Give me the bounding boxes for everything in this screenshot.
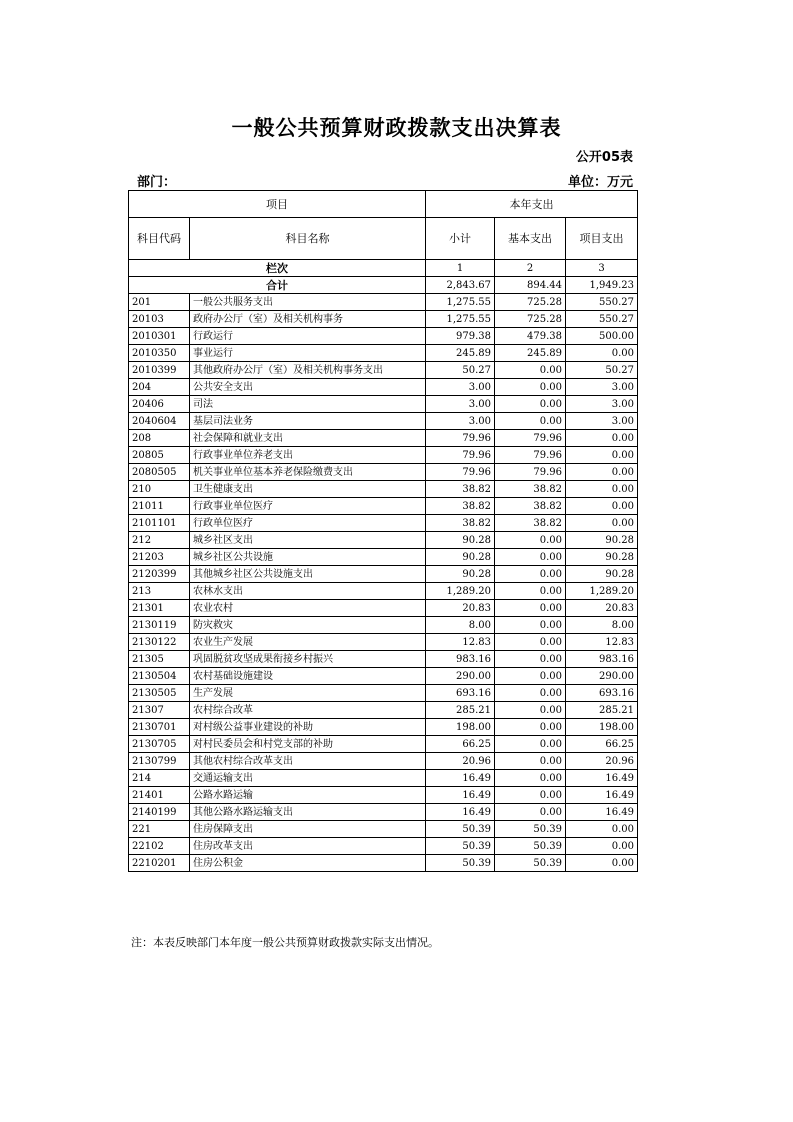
- cell-basic: 0.00: [495, 668, 566, 685]
- cell-name: 一般公共服务支出: [190, 294, 426, 311]
- cell-basic: 0.00: [495, 770, 566, 787]
- table-row: [129, 447, 638, 464]
- header-name: 科目名称: [190, 218, 426, 260]
- cell-subtotal: 1,275.55: [426, 294, 495, 311]
- cell-code: 204: [129, 379, 190, 396]
- cell-basic: 0.00: [495, 600, 566, 617]
- cell-project: 0.00: [566, 855, 638, 872]
- cell-basic: 0.00: [495, 702, 566, 719]
- cell-name: 城乡社区公共设施: [190, 549, 426, 566]
- cell-project: 50.27: [566, 362, 638, 379]
- table-row: [129, 532, 638, 549]
- column-number-2: 2: [495, 260, 566, 277]
- total-subtotal: 2,843.67: [426, 277, 495, 294]
- cell-code: 20103: [129, 311, 190, 328]
- cell-subtotal: 38.82: [426, 498, 495, 515]
- cell-name: 其他城乡社区公共设施支出: [190, 566, 426, 583]
- cell-project: 0.00: [566, 345, 638, 362]
- cell-project: 3.00: [566, 413, 638, 430]
- cell-basic: 0.00: [495, 549, 566, 566]
- cell-project: 20.96: [566, 753, 638, 770]
- cell-code: 21307: [129, 702, 190, 719]
- cell-name: 其他公路水路运输支出: [190, 804, 426, 821]
- footnote: 注：本表反映部门本年度一般公共预算财政拨款实际支出情况。: [131, 936, 439, 949]
- cell-basic: 50.39: [495, 838, 566, 855]
- cell-code: 22102: [129, 838, 190, 855]
- cell-basic: 0.00: [495, 719, 566, 736]
- cell-subtotal: 90.28: [426, 549, 495, 566]
- cell-code: 213: [129, 583, 190, 600]
- cell-basic: 0.00: [495, 634, 566, 651]
- table-row: [129, 294, 638, 311]
- cell-subtotal: 1,289.20: [426, 583, 495, 600]
- cell-code: 21301: [129, 600, 190, 617]
- cell-name: 农村基础设施建设: [190, 668, 426, 685]
- cell-code: 21401: [129, 787, 190, 804]
- table-row: [129, 549, 638, 566]
- cell-code: 2130122: [129, 634, 190, 651]
- cell-name: 农村综合改革: [190, 702, 426, 719]
- cell-name: 住房保障支出: [190, 821, 426, 838]
- cell-subtotal: 66.25: [426, 736, 495, 753]
- cell-project: 290.00: [566, 668, 638, 685]
- cell-code: 2140199: [129, 804, 190, 821]
- cell-code: 2130799: [129, 753, 190, 770]
- cell-code: 2010350: [129, 345, 190, 362]
- header-code: 科目代码: [129, 218, 190, 260]
- cell-basic: 38.82: [495, 498, 566, 515]
- cell-code: 212: [129, 532, 190, 549]
- cell-subtotal: 1,275.55: [426, 311, 495, 328]
- table-row: [129, 583, 638, 600]
- table-row: [129, 328, 638, 345]
- table-row: [129, 702, 638, 719]
- table-row: [129, 685, 638, 702]
- cell-subtotal: 16.49: [426, 770, 495, 787]
- cell-project: 198.00: [566, 719, 638, 736]
- total-basic: 894.44: [495, 277, 566, 294]
- cell-project: 550.27: [566, 294, 638, 311]
- cell-subtotal: 79.96: [426, 430, 495, 447]
- table-row: [129, 600, 638, 617]
- cell-basic: 0.00: [495, 413, 566, 430]
- cell-name: 事业运行: [190, 345, 426, 362]
- cell-basic: 0.00: [495, 685, 566, 702]
- header-project: 项目: [129, 191, 426, 218]
- cell-project: 90.28: [566, 549, 638, 566]
- cell-code: 2010399: [129, 362, 190, 379]
- cell-code: 20805: [129, 447, 190, 464]
- cell-project: 0.00: [566, 821, 638, 838]
- cell-project: 20.83: [566, 600, 638, 617]
- cell-subtotal: 245.89: [426, 345, 495, 362]
- cell-code: 2120399: [129, 566, 190, 583]
- table-row: [129, 668, 638, 685]
- cell-project: 16.49: [566, 770, 638, 787]
- department-label: 部门：: [137, 175, 177, 190]
- cell-basic: 0.00: [495, 651, 566, 668]
- cell-project: 0.00: [566, 447, 638, 464]
- cell-project: 1,289.20: [566, 583, 638, 600]
- cell-subtotal: 50.39: [426, 821, 495, 838]
- cell-code: 2130505: [129, 685, 190, 702]
- cell-subtotal: 285.21: [426, 702, 495, 719]
- cell-basic: 725.28: [495, 294, 566, 311]
- cell-name: 行政事业单位养老支出: [190, 447, 426, 464]
- cell-subtotal: 290.00: [426, 668, 495, 685]
- cell-project: 90.28: [566, 566, 638, 583]
- table-row: [129, 464, 638, 481]
- cell-name: 司法: [190, 396, 426, 413]
- cell-basic: 725.28: [495, 311, 566, 328]
- cell-code: 210: [129, 481, 190, 498]
- cell-project: 693.16: [566, 685, 638, 702]
- cell-code: 2130705: [129, 736, 190, 753]
- table-row: [129, 617, 638, 634]
- cell-project: 90.28: [566, 532, 638, 549]
- table-row: [129, 413, 638, 430]
- cell-name: 城乡社区支出: [190, 532, 426, 549]
- cell-name: 交通运输支出: [190, 770, 426, 787]
- cell-code: 201: [129, 294, 190, 311]
- cell-basic: 0.00: [495, 396, 566, 413]
- cell-basic: 0.00: [495, 804, 566, 821]
- cell-project: 550.27: [566, 311, 638, 328]
- cell-subtotal: 16.49: [426, 804, 495, 821]
- cell-name: 政府办公厅（室）及相关机构事务: [190, 311, 426, 328]
- cell-name: 基层司法业务: [190, 413, 426, 430]
- cell-code: 2101101: [129, 515, 190, 532]
- header-project-exp: 项目支出: [566, 218, 638, 260]
- cell-code: 2210201: [129, 855, 190, 872]
- cell-basic: 0.00: [495, 583, 566, 600]
- cell-code: 208: [129, 430, 190, 447]
- cell-code: 2130701: [129, 719, 190, 736]
- cell-name: 公共安全支出: [190, 379, 426, 396]
- cell-basic: 479.38: [495, 328, 566, 345]
- cell-code: 2130504: [129, 668, 190, 685]
- table-row: [129, 566, 638, 583]
- page-title: 一般公共预算财政拨款支出决算表: [231, 116, 562, 140]
- table-row: [129, 634, 638, 651]
- cell-subtotal: 3.00: [426, 396, 495, 413]
- header-subtotal: 小计: [426, 218, 495, 260]
- cell-name: 卫生健康支出: [190, 481, 426, 498]
- table-row: [129, 311, 638, 328]
- header-this-year: 本年支出: [426, 191, 638, 218]
- table-row: [129, 753, 638, 770]
- cell-subtotal: 693.16: [426, 685, 495, 702]
- cell-name: 其他政府办公厅（室）及相关机构事务支出: [190, 362, 426, 379]
- cell-name: 住房公积金: [190, 855, 426, 872]
- cell-code: 221: [129, 821, 190, 838]
- form-number: 公开05表: [575, 150, 633, 165]
- cell-subtotal: 79.96: [426, 447, 495, 464]
- cell-basic: 0.00: [495, 787, 566, 804]
- cell-code: 21305: [129, 651, 190, 668]
- table-row: [129, 787, 638, 804]
- cell-name: 行政事业单位医疗: [190, 498, 426, 515]
- cell-project: 0.00: [566, 838, 638, 855]
- cell-project: 983.16: [566, 651, 638, 668]
- cell-project: 0.00: [566, 498, 638, 515]
- cell-project: 8.00: [566, 617, 638, 634]
- cell-project: 12.83: [566, 634, 638, 651]
- cell-code: 20406: [129, 396, 190, 413]
- total-project: 1,949.23: [566, 277, 638, 294]
- cell-basic: 0.00: [495, 362, 566, 379]
- cell-project: 66.25: [566, 736, 638, 753]
- cell-name: 住房改革支出: [190, 838, 426, 855]
- cell-name: 防灾救灾: [190, 617, 426, 634]
- cell-name: 农业生产发展: [190, 634, 426, 651]
- cell-subtotal: 38.82: [426, 515, 495, 532]
- cell-project: 3.00: [566, 396, 638, 413]
- cell-basic: 0.00: [495, 379, 566, 396]
- cell-basic: 0.00: [495, 532, 566, 549]
- cell-subtotal: 12.83: [426, 634, 495, 651]
- cell-basic: 38.82: [495, 481, 566, 498]
- cell-project: 0.00: [566, 464, 638, 481]
- header-basic: 基本支出: [495, 218, 566, 260]
- cell-project: 0.00: [566, 430, 638, 447]
- column-number-label: 栏次: [129, 260, 426, 277]
- cell-subtotal: 79.96: [426, 464, 495, 481]
- column-number-1: 1: [426, 260, 495, 277]
- cell-subtotal: 3.00: [426, 379, 495, 396]
- cell-subtotal: 198.00: [426, 719, 495, 736]
- cell-basic: 38.82: [495, 515, 566, 532]
- cell-basic: 0.00: [495, 736, 566, 753]
- unit-label: 单位：万元: [567, 175, 633, 190]
- cell-subtotal: 90.28: [426, 532, 495, 549]
- cell-project: 0.00: [566, 515, 638, 532]
- cell-subtotal: 983.16: [426, 651, 495, 668]
- cell-code: 21203: [129, 549, 190, 566]
- cell-subtotal: 20.96: [426, 753, 495, 770]
- cell-code: 2130119: [129, 617, 190, 634]
- cell-subtotal: 50.39: [426, 855, 495, 872]
- cell-basic: 0.00: [495, 753, 566, 770]
- cell-subtotal: 16.49: [426, 787, 495, 804]
- cell-name: 其他农村综合改革支出: [190, 753, 426, 770]
- cell-project: 16.49: [566, 804, 638, 821]
- table-row: [129, 430, 638, 447]
- table-row: [129, 855, 638, 872]
- cell-code: 2080505: [129, 464, 190, 481]
- cell-project: 16.49: [566, 787, 638, 804]
- cell-basic: 50.39: [495, 855, 566, 872]
- cell-code: 21011: [129, 498, 190, 515]
- cell-subtotal: 38.82: [426, 481, 495, 498]
- table-row: [129, 770, 638, 787]
- cell-subtotal: 979.38: [426, 328, 495, 345]
- cell-basic: 50.39: [495, 821, 566, 838]
- table-row: [129, 379, 638, 396]
- cell-project: 3.00: [566, 379, 638, 396]
- cell-basic: 79.96: [495, 447, 566, 464]
- expenditure-table: [128, 190, 638, 872]
- cell-name: 生产发展: [190, 685, 426, 702]
- cell-basic: 0.00: [495, 566, 566, 583]
- table-row: [129, 481, 638, 498]
- total-label: 合计: [129, 277, 426, 294]
- cell-project: 285.21: [566, 702, 638, 719]
- cell-name: 社会保障和就业支出: [190, 430, 426, 447]
- cell-name: 对村级公益事业建设的补助: [190, 719, 426, 736]
- table-row: [129, 838, 638, 855]
- cell-basic: 79.96: [495, 430, 566, 447]
- cell-name: 行政单位医疗: [190, 515, 426, 532]
- table-row: [129, 821, 638, 838]
- cell-subtotal: 20.83: [426, 600, 495, 617]
- cell-basic: 79.96: [495, 464, 566, 481]
- table-row: [129, 719, 638, 736]
- cell-name: 农业农村: [190, 600, 426, 617]
- table-row: [129, 498, 638, 515]
- cell-subtotal: 50.27: [426, 362, 495, 379]
- cell-subtotal: 50.39: [426, 838, 495, 855]
- cell-basic: 0.00: [495, 617, 566, 634]
- column-number-3: 3: [566, 260, 638, 277]
- table-row: [129, 651, 638, 668]
- cell-name: 巩固脱贫攻坚成果衔接乡村振兴: [190, 651, 426, 668]
- cell-project: 0.00: [566, 481, 638, 498]
- cell-subtotal: 3.00: [426, 413, 495, 430]
- table-row: [129, 362, 638, 379]
- cell-basic: 245.89: [495, 345, 566, 362]
- table-row: [129, 515, 638, 532]
- cell-name: 农林水支出: [190, 583, 426, 600]
- table-row: [129, 396, 638, 413]
- cell-name: 机关事业单位基本养老保险缴费支出: [190, 464, 426, 481]
- cell-subtotal: 8.00: [426, 617, 495, 634]
- cell-project: 500.00: [566, 328, 638, 345]
- cell-name: 行政运行: [190, 328, 426, 345]
- table-row: [129, 804, 638, 821]
- cell-code: 214: [129, 770, 190, 787]
- cell-code: 2040604: [129, 413, 190, 430]
- cell-subtotal: 90.28: [426, 566, 495, 583]
- cell-code: 2010301: [129, 328, 190, 345]
- table-row: [129, 736, 638, 753]
- table-row: [129, 345, 638, 362]
- cell-name: 对村民委员会和村党支部的补助: [190, 736, 426, 753]
- cell-name: 公路水路运输: [190, 787, 426, 804]
